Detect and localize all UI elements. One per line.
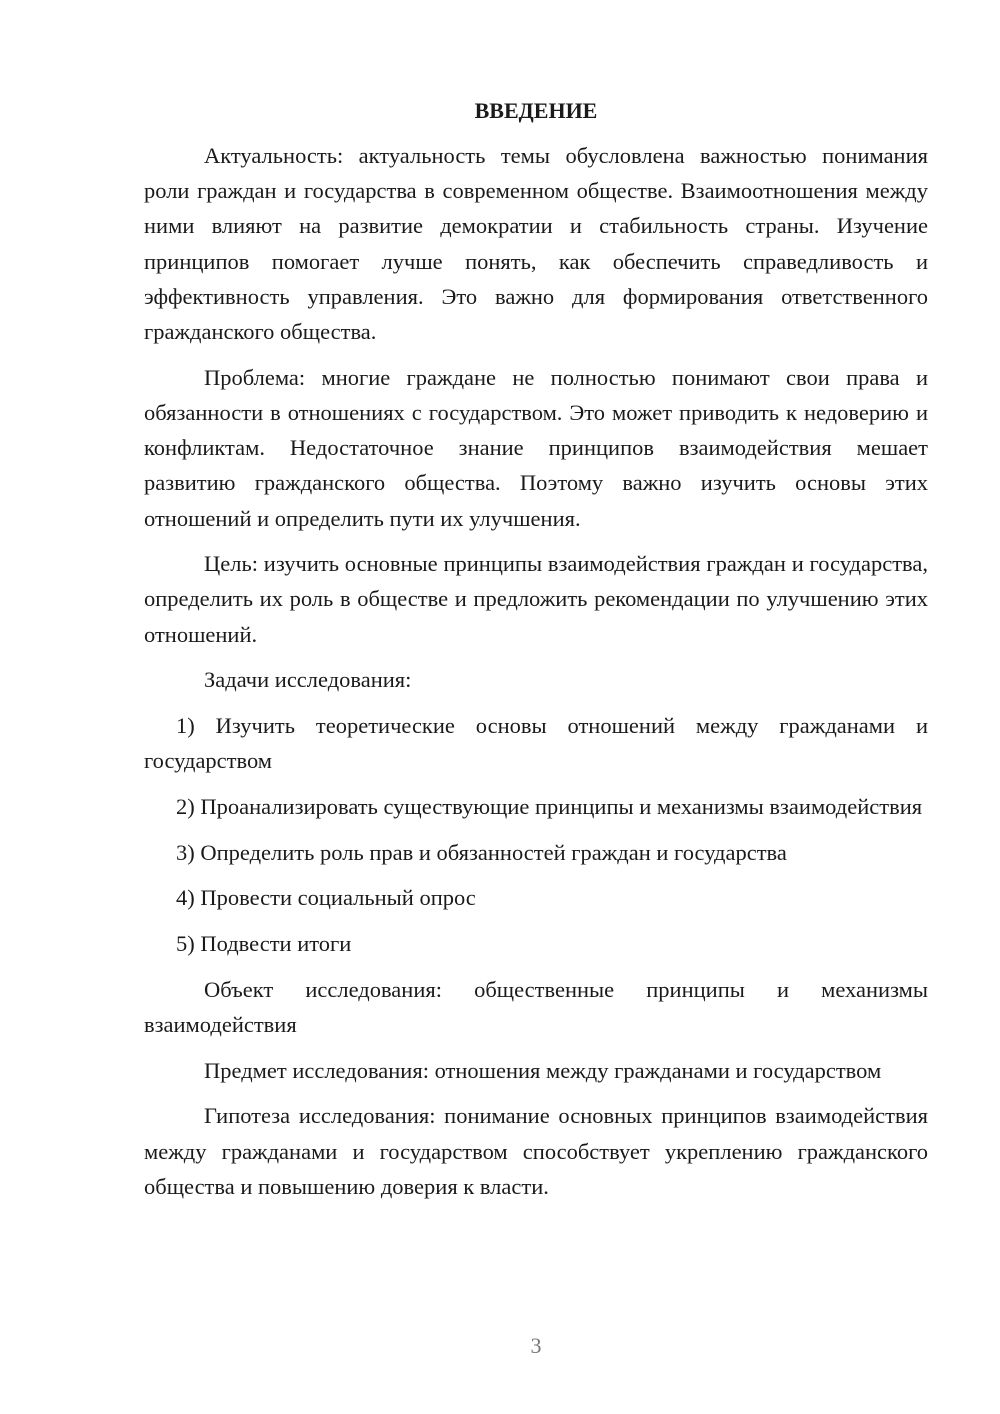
problem-paragraph: Проблема: многие граждане не полностью понимают свои права и обязанности в отношениях с государством. Это может приводить к недоверию и конфликтам. Недостаточное знание принципов взаимодействия мешает развитию гражданского общества. Поэтому важно изучить основы этих отношений и определить пути их улучшения. (144, 364, 928, 531)
task-item-2: 2) Проанализировать существующие принципы и механизмы взаимодействия (176, 793, 923, 819)
document-body (144, 94, 928, 1214)
page-number: 3 (530, 1333, 542, 1358)
task-item-1: 1) Изучить теоретические основы отношений между гражданами и государством (144, 713, 928, 774)
task-item-3: 3) Определить роль прав и обязанностей граждан и государства (176, 839, 787, 865)
relevance-paragraph: Актуальность: актуальность темы обусловлена важностью понимания роли граждан и государства в современном обществе. Взаимоотношения между ними влияют на развитие демократии и стабильность страны. Изучение принципов помогает лучше понять, как обеспечить справедливость и эффективность управления. Это важно для формирования ответственного гражданского общества. (144, 143, 928, 345)
hypothesis-paragraph: Гипотеза исследования: понимание основных принципов взаимодействия между гражданами и государством способствует укреплению гражданского общества и повышению доверия к власти. (144, 1103, 928, 1199)
task-item-4: 4) Провести социальный опрос (176, 885, 476, 911)
research-subject-paragraph: Предмет исследования: отношения между гражданами и государством (204, 1057, 882, 1083)
tasks-heading: Задачи исследования: (204, 667, 412, 693)
goal-paragraph: Цель: изучить основные принципы взаимодействия граждан и государства, определить их роль в обществе и предложить рекомендации по улучшению этих отношений. (144, 551, 928, 647)
page-title: ВВЕДЕНИЕ (474, 98, 598, 123)
research-object-paragraph: Объект исследования: общественные принципы и механизмы взаимодействия (144, 976, 928, 1037)
task-item-5: 5) Подвести итоги (176, 931, 352, 957)
